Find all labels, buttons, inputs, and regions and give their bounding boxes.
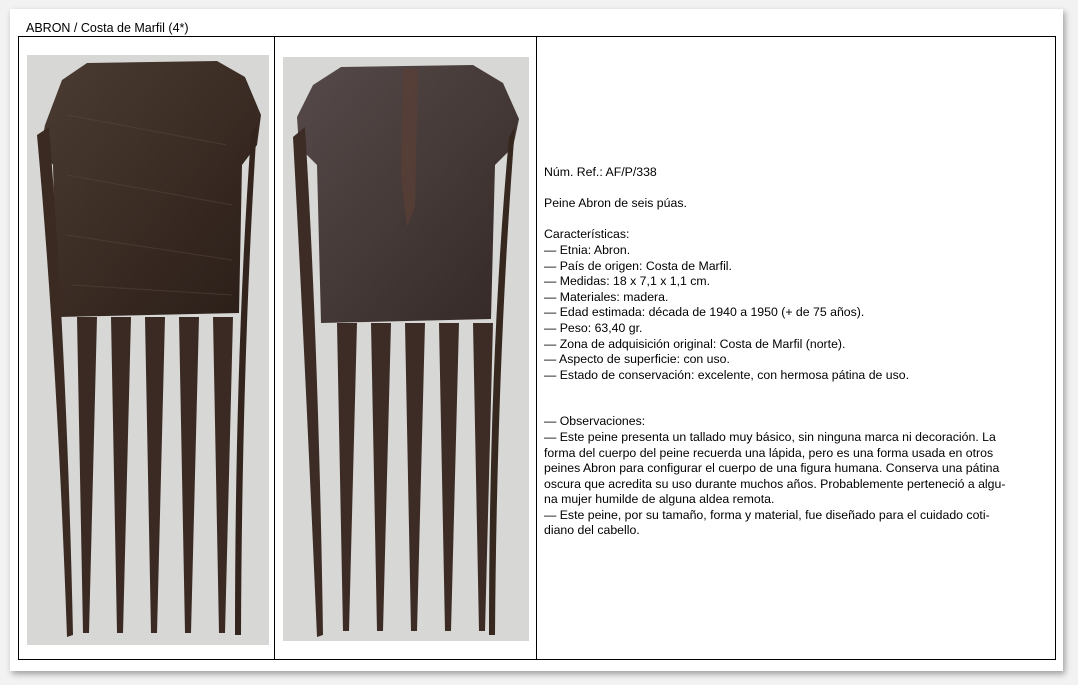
observation-line: peines Abron para configurar el cuerpo de una figura humana. Conserva una pátina bbox=[544, 461, 1000, 476]
summary: Peine Abron de seis púas. bbox=[544, 196, 687, 211]
observation-line: forma del cuerpo del peine recuerda una lápida, pero es una forma usada en otros bbox=[544, 445, 994, 460]
observation-line: oscura que acredita su uso durante muchos años. Probablemente perteneció a algu- bbox=[544, 476, 1006, 491]
characteristic-item: — Zona de adquisición original: Costa de Marfil (norte). bbox=[544, 336, 846, 351]
comb-front-photo-icon bbox=[27, 55, 269, 645]
catalog-table bbox=[18, 36, 1056, 660]
description-cell bbox=[537, 37, 1055, 659]
observation-line: diano del cabello. bbox=[544, 523, 640, 538]
characteristic-item: — Peso: 63,40 gr. bbox=[544, 320, 643, 335]
characteristic-item: — Aspecto de superficie: con uso. bbox=[544, 352, 730, 367]
characteristic-item: — Estado de conservación: excelente, con hermosa pátina de uso. bbox=[544, 367, 910, 382]
reference-number: Núm. Ref.: AF/P/338 bbox=[544, 165, 657, 179]
page-title: ABRON / Costa de Marfil (4*) bbox=[26, 21, 189, 35]
characteristic-item: — Etnia: Abron. bbox=[544, 242, 631, 257]
characteristic-item: — Medidas: 18 x 7,1 x 1,1 cm. bbox=[544, 274, 711, 289]
comb-back-photo-icon bbox=[283, 57, 529, 641]
characteristics-title: Características: bbox=[544, 227, 630, 242]
observations-title: — Observaciones: bbox=[544, 414, 646, 429]
characteristic-item: — País de origen: Costa de Marfil. bbox=[544, 258, 732, 273]
description-text bbox=[544, 165, 1044, 539]
observation-line: — Este peine, por su tamaño, forma y material, fue diseñado para el cuidado coti- bbox=[544, 507, 990, 522]
photo-cell-back bbox=[275, 37, 537, 659]
characteristic-item: — Materiales: madera. bbox=[544, 289, 669, 304]
observation-line: — Este peine presenta un tallado muy básico, sin ninguna marca ni decoración. La bbox=[544, 429, 996, 444]
document-sheet bbox=[10, 9, 1063, 671]
characteristic-item: — Edad estimada: década de 1940 a 1950 (+ de 75 años). bbox=[544, 305, 865, 320]
observation-line: na mujer humilde de alguna aldea remota. bbox=[544, 492, 775, 507]
photo-cell-front bbox=[19, 37, 275, 659]
